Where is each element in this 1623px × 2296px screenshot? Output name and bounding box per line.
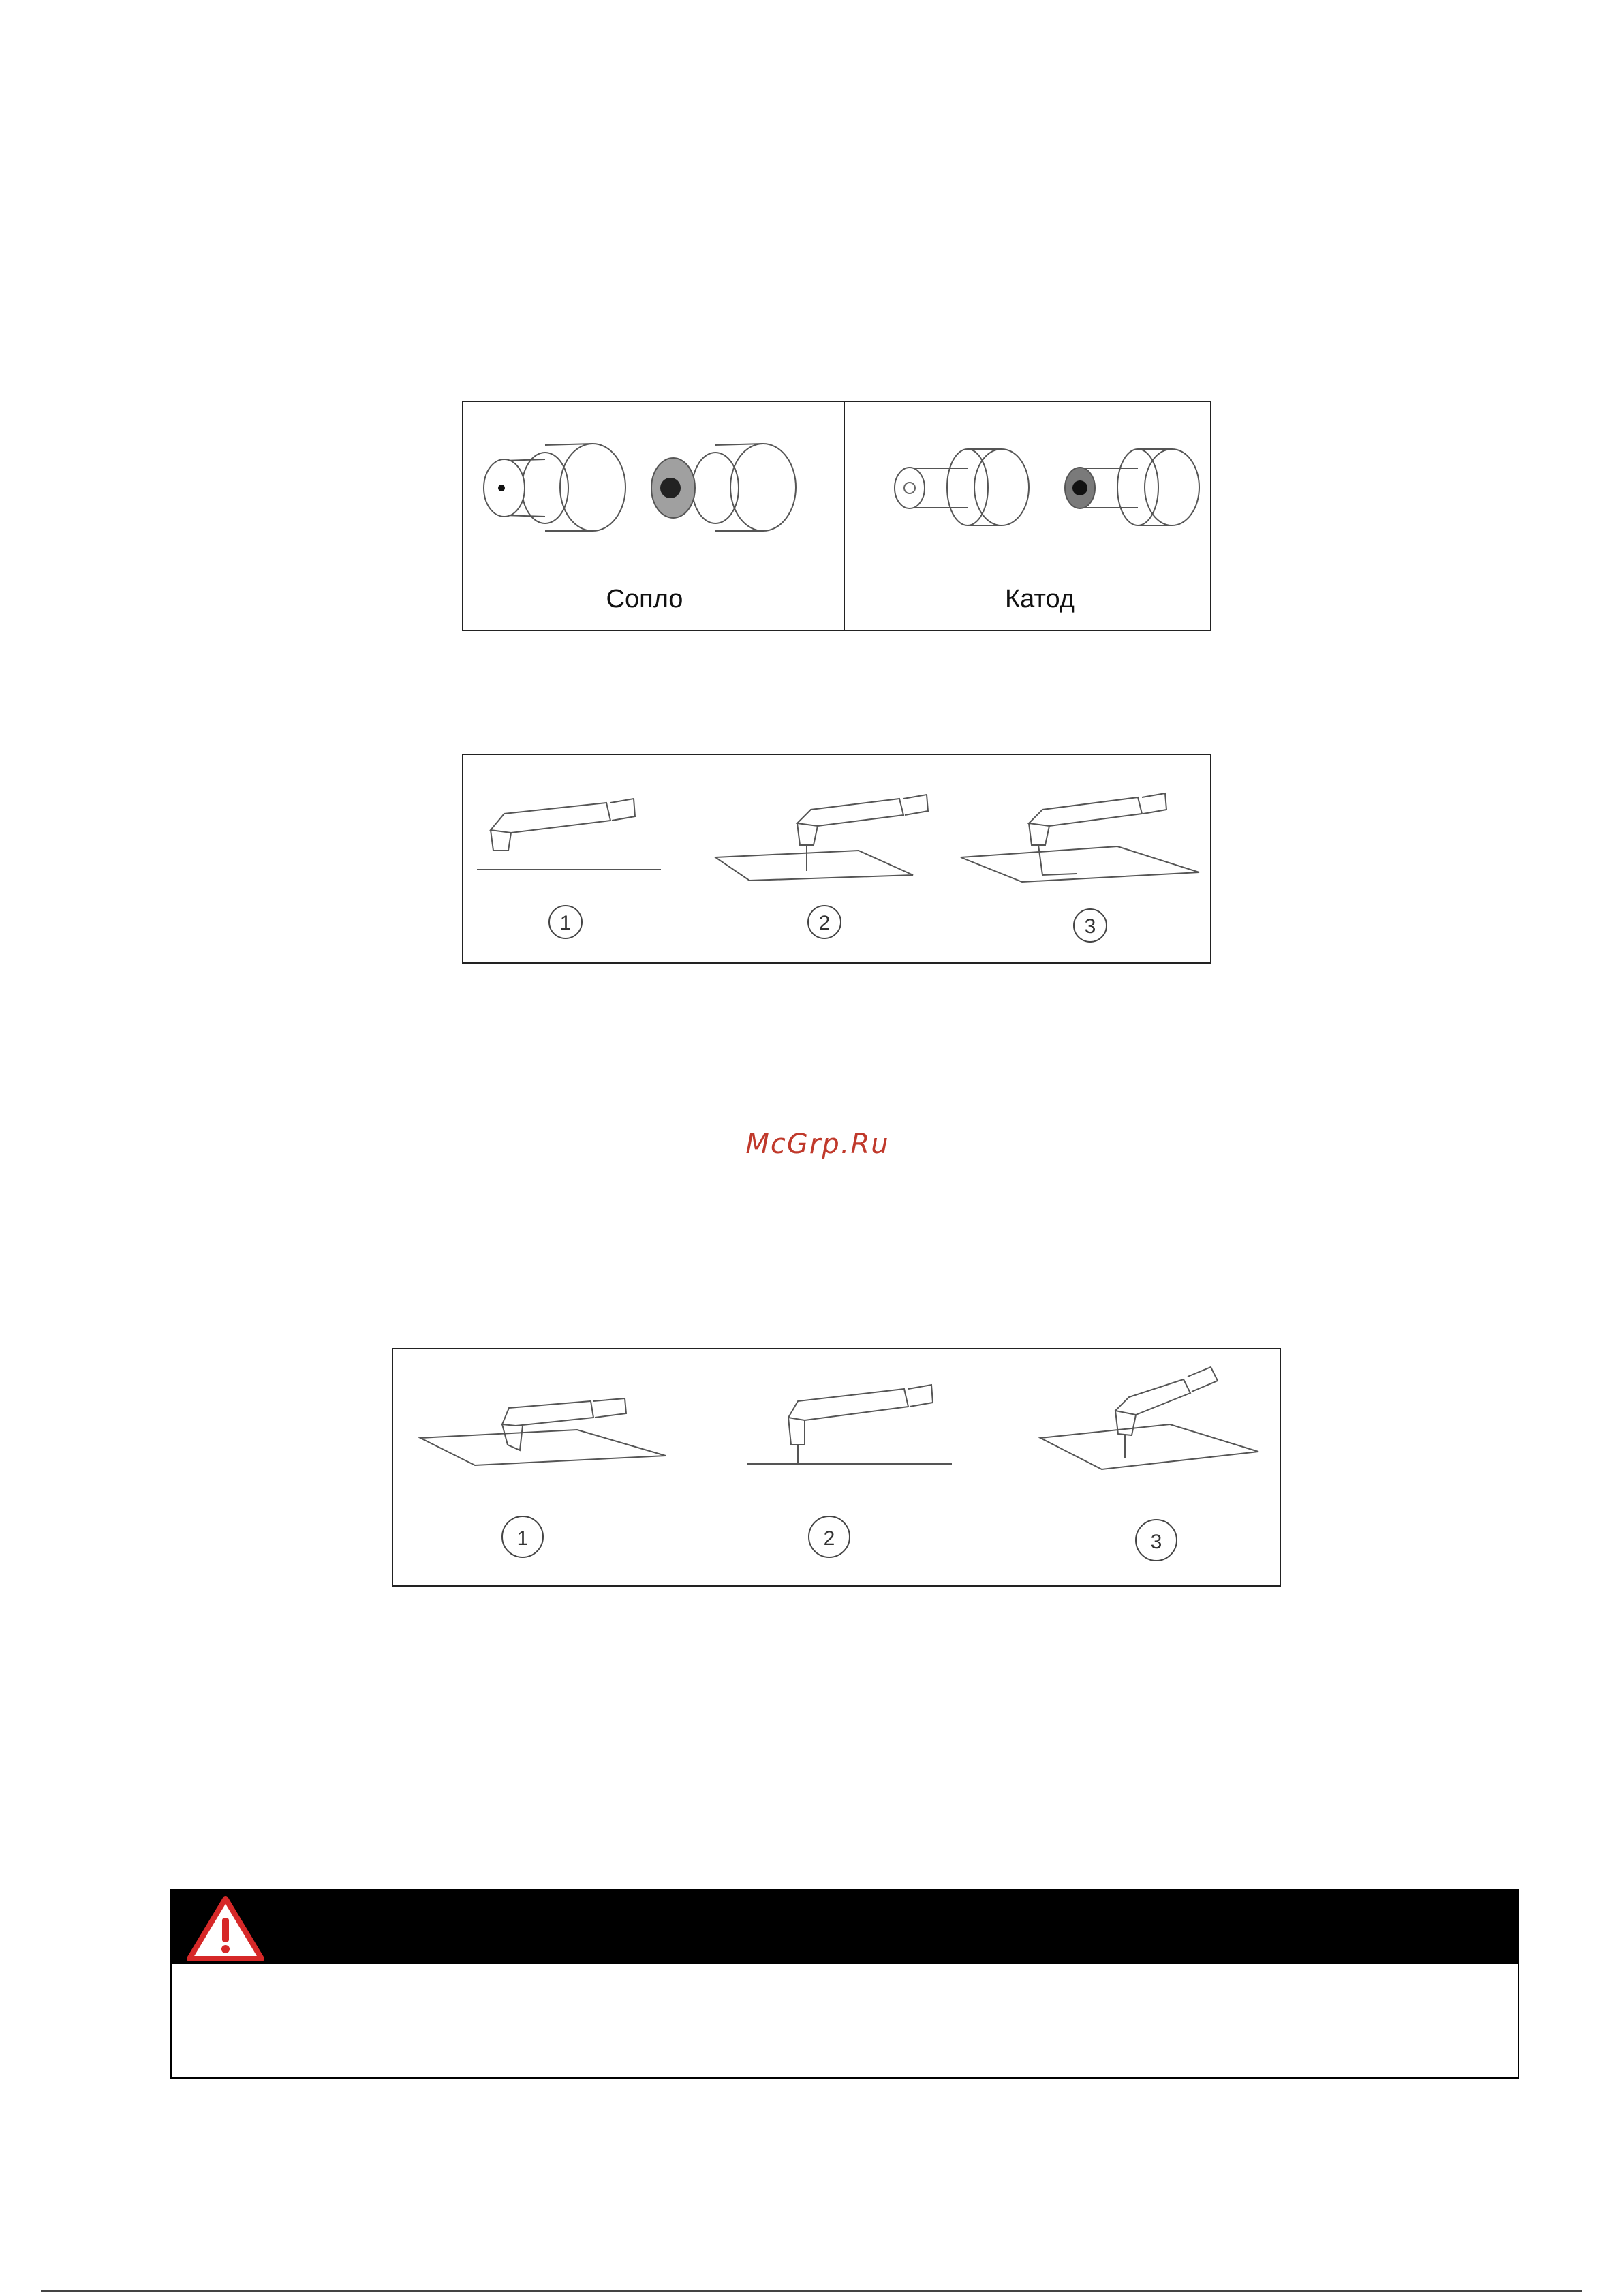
edge-start-figure: [462, 754, 1211, 964]
warning-triangle-icon: [185, 1895, 266, 1963]
step-3-label: 3: [1150, 1531, 1162, 1553]
nozzle-new-rear: [560, 444, 625, 531]
edge-start-drawing: [463, 755, 1210, 962]
watermark: McGrp.Ru: [745, 1129, 890, 1160]
workpiece-plate-2: [715, 851, 913, 881]
cathode-new-insert: [904, 483, 915, 493]
nozzle-caption: Сопло: [606, 585, 683, 613]
surface-pierce-drawing: [393, 1349, 1280, 1585]
step-1-label: 1: [559, 912, 572, 934]
warning-box: [170, 1889, 1519, 2079]
cathode-worn-insert: [1072, 480, 1087, 495]
step-2-label: 2: [818, 912, 831, 934]
warning-header-bar: [172, 1891, 1518, 1964]
footer-rule: [41, 2290, 1582, 2292]
step-1-label: 1: [516, 1527, 529, 1550]
figure-divider: [844, 402, 845, 630]
surface-pierce-figure: [392, 1348, 1281, 1587]
workpiece-plate-3: [1040, 1424, 1258, 1469]
step-3-label: 3: [1084, 915, 1096, 938]
workpiece-plate-1: [420, 1430, 666, 1465]
nozzle-new-orifice: [498, 485, 505, 491]
step-2-label: 2: [823, 1527, 835, 1550]
nozzle-worn-orifice: [660, 478, 681, 498]
workpiece-plate-3: [961, 846, 1199, 882]
cathode-caption: Катод: [1005, 585, 1075, 613]
